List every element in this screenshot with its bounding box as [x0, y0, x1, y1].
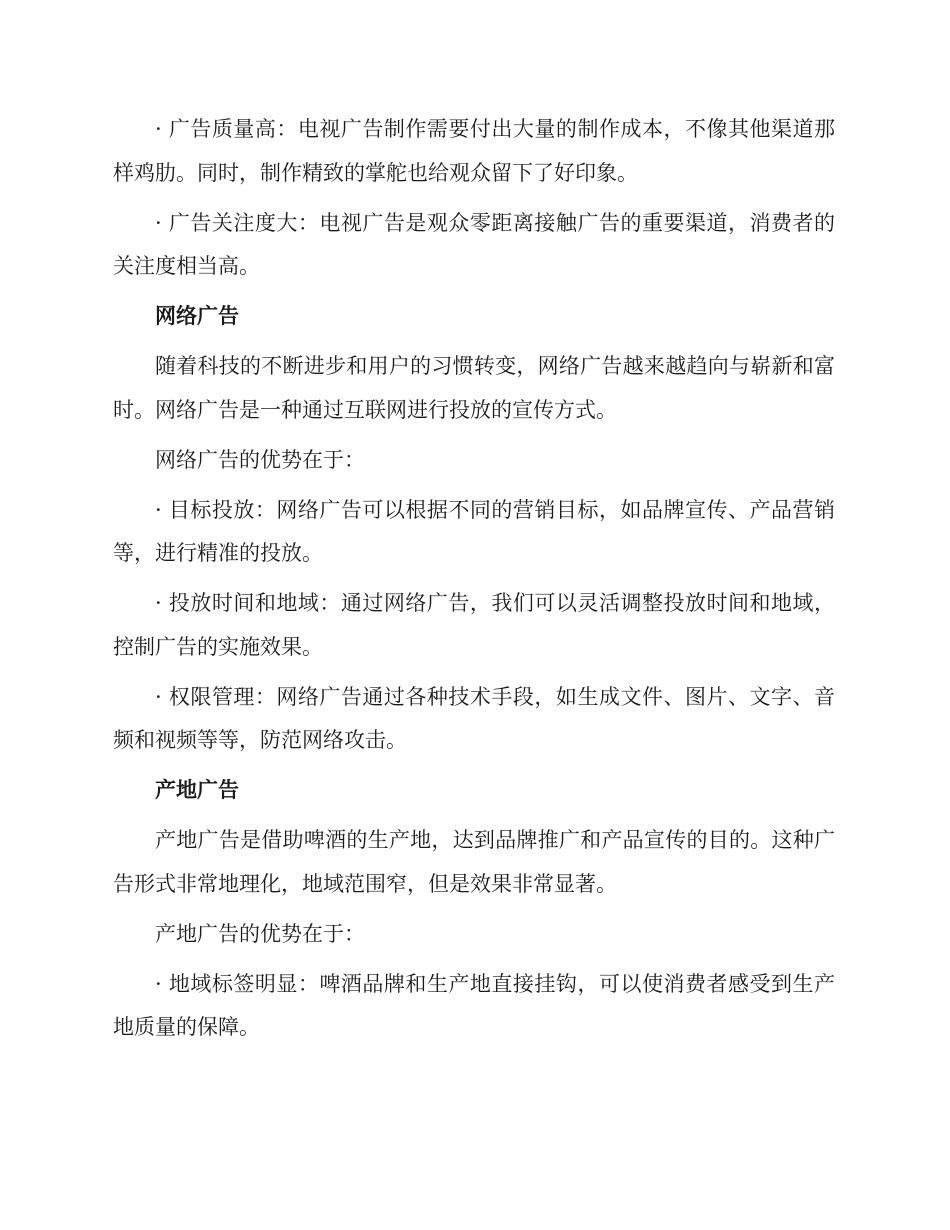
paragraph-online-advantages: 网络广告的优势在于： [155, 447, 365, 472]
bullet-time-region: · 投放时间和地域：通过网络广告，我们可以灵活调整投放时间和地域，控制广告的实施效果。 [113, 591, 835, 659]
document-page [113, 108, 835, 1056]
paragraph-online-intro: 随着科技的不断进步和用户的习惯转变，网络广告越来越趋向与崭新和富时。网络广告是一种通过互联网进行投放的宣传方式。 [113, 354, 835, 422]
bullet-permission: · 权限管理：网络广告通过各种技术手段，如生成文件、图片、文字、音频和视频等等，防范网络攻击。 [113, 684, 835, 752]
paragraph-origin-intro: 产地广告是借助啤酒的生产地，达到品牌推广和产品宣传的目的。这种广告形式非常地理化，地域范围窄，但是效果非常显著。 [113, 828, 835, 896]
bullet-ad-attention: · 广告关注度大：电视广告是观众零距离接触广告的重要渠道，消费者的关注度相当高。 [113, 210, 835, 278]
bullet-ad-quality: · 广告质量高：电视广告制作需要付出大量的制作成本，不像其他渠道那样鸡肋。同时，制作精致的掌舵也给观众留下了好印象。 [113, 117, 835, 185]
paragraph-origin-advantages: 产地广告的优势在于： [155, 921, 365, 946]
bullet-region-label: · 地域标签明显：啤酒品牌和生产地直接挂钩，可以使消费者感受到生产地质量的保障。 [113, 971, 835, 1039]
section-heading-online-ads: 网络广告 [155, 304, 239, 328]
section-heading-origin-ads: 产地广告 [155, 778, 239, 802]
bullet-targeting: · 目标投放：网络广告可以根据不同的营销目标，如品牌宣传、产品营销等，进行精准的投放。 [113, 497, 835, 565]
